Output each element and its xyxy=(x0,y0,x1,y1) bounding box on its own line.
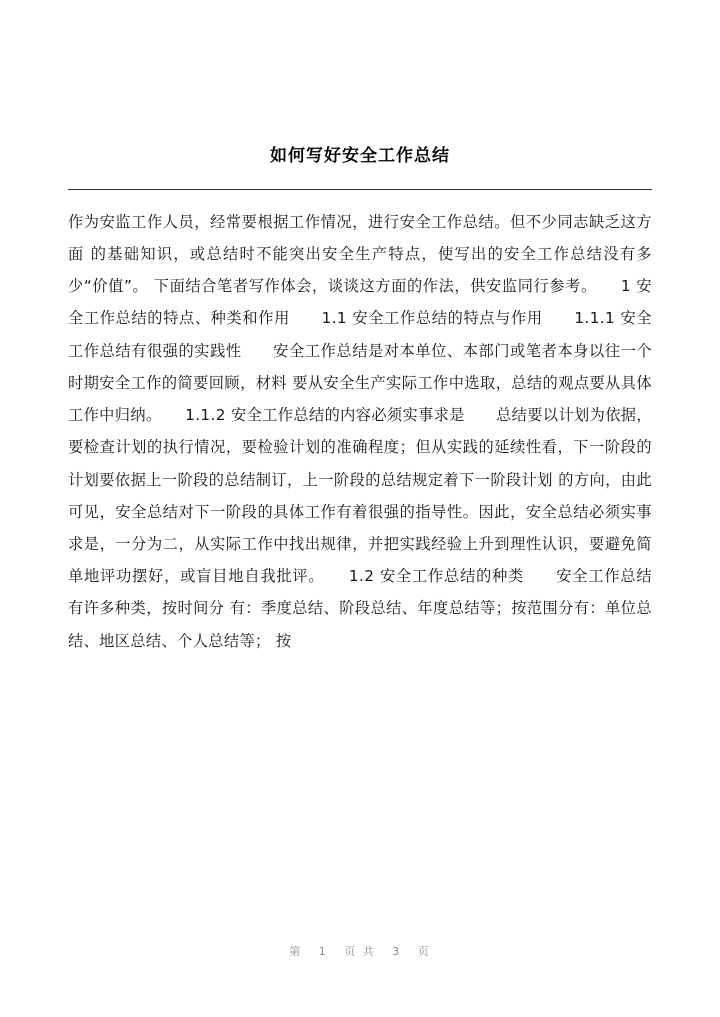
page-footer xyxy=(0,943,720,959)
footer-suffix: 页 xyxy=(417,945,431,958)
footer-current-page: 1 xyxy=(318,945,328,958)
footer-prefix: 第 xyxy=(289,945,303,958)
footer-total-pages: 3 xyxy=(392,945,402,958)
page-title: 如何写好安全工作总结 xyxy=(270,146,450,166)
document-body: 作为安监工作人员，经常要根据工作情况，进行安全工作总结。但不少同志缺乏这方面 的基础知识，或总结时不能突出安全生产特点，使写出的安全工作总结没有多少“价值”。 下面结合笔者写作体会，谈谈这方面的作法，供安监同行参考。 1 安全工作总结的特点、种类和作用 1.1 安全工作总结的特点与作用 1.1.1 安全工作总结有很强的实践性 安全工作总结是对本单位、本部门或笔者本身以往一个时期安全工作的简要回顾，材料 要从安全生产实际工作中选取，总结的观点要从具体工作中归纳。 1.1.2 安全工作总结的内容必须实事求是 总结要以计划为依据，要检查计划的执行情况，要检验计划的准确程度；但从实践的延续性看，下一阶段的计划要依据上一阶段的总结制订，上一阶段的总结规定着下一阶段计划 的方向，由此可见，安全总结对下一阶段的具体工作有着很强的指导性。因此，安全总结必须实事求是，一分为二，从实际工作中找出规律，并把实践经验上升到理性认识，要避免简 单地评功摆好，或盲目地自我批评。 1.2 安全工作总结的种类 安全工作总结有许多种类，按时间分 有：季度总结、阶段总结、年度总结等；按范围分有：单位总结、地区总结、个人总结等； 按 xyxy=(68,212,658,650)
footer-middle: 页 共 xyxy=(344,945,376,958)
title-divider xyxy=(68,189,652,190)
